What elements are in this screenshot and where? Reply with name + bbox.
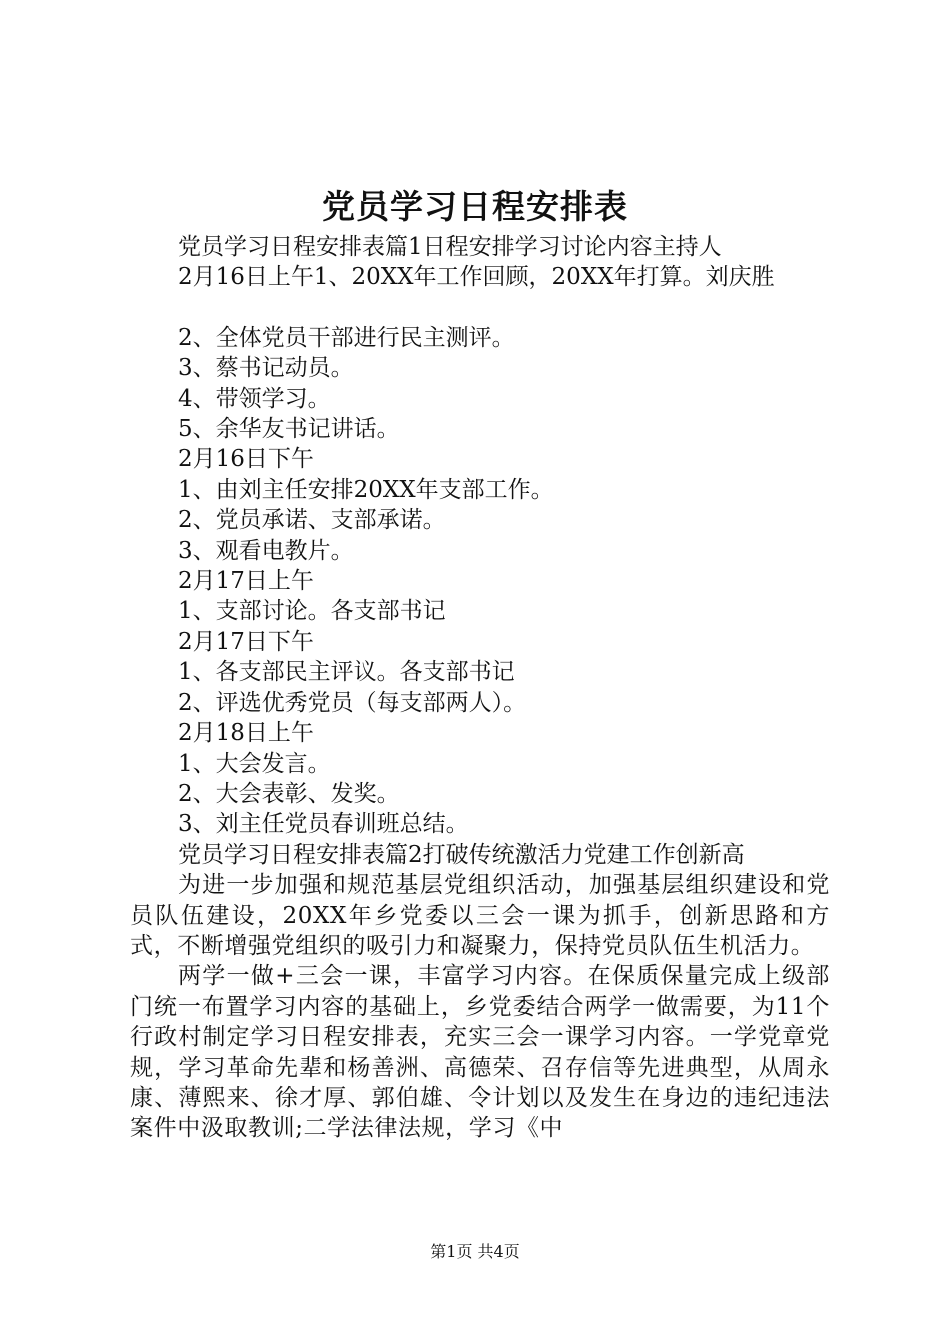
schedule-heading: 2月17日下午 [178, 628, 314, 655]
schedule-heading: 2月17日上午 [178, 568, 314, 595]
text-line: 2、大会表彰、发奖。 [178, 780, 400, 807]
text-line: 3、刘主任党员春训班总结。 [178, 811, 469, 838]
text-line: 2、评选优秀党员（每支部两人）。 [178, 689, 527, 716]
text-line: 2、全体党员干部进行民主测评。 [178, 324, 515, 351]
text-line: 3、蔡书记动员。 [178, 355, 354, 382]
document-title: 党员学习日程安排表 [322, 187, 628, 226]
section-heading: 党员学习日程安排表篇2打破传统激活力党建工作创新高 [178, 841, 745, 868]
text-line: 1、各支部民主评议。各支部书记 [178, 659, 515, 686]
text-line: 5、余华友书记讲话。 [178, 416, 400, 443]
text-line: 1、支部讨论。各支部书记 [178, 598, 446, 625]
document-body [130, 232, 830, 1144]
text-line: 4、带领学习。 [178, 385, 331, 412]
schedule-heading: 2月18日上午 [178, 720, 314, 747]
text-line: 2月16日上午1、20XX年工作回顾，20XX年打算。刘庆胜 [178, 264, 775, 291]
blank-line [130, 293, 830, 323]
text-line: 2、党员承诺、支部承诺。 [178, 507, 446, 534]
text-line: 3、观看电教片。 [178, 537, 354, 564]
schedule-heading: 2月16日下午 [178, 446, 314, 473]
text-line: 1、大会发言。 [178, 750, 331, 777]
page-number-footer: 第1页 共4页 [430, 1242, 520, 1261]
text-line: 党员学习日程安排表篇1日程安排学习讨论内容主持人 [178, 234, 722, 260]
body-paragraph: 为进一步加强和规范基层党组织活动，加强基层组织建设和党员队伍建设，20XX年乡党委以三会一课为抓手，创新思路和方式，不断增强党组织的吸引力和凝聚力，保持党员队伍生机活力。 [130, 872, 830, 959]
body-paragraph: 两学一做+三会一课，丰富学习内容。在保质保量完成上级部门统一布置学习内容的基础上，乡党委结合两学一做需要，为11个行政村制定学习日程安排表，充实三会一课学习内容。一学党章党规，学习革命先辈和杨善洲、高德荣、召存信等先进典型，从周永康、薄熙来、徐才厚、郭伯雄、令计划以及发生在身边的违纪违法案件中汲取教训;二学法律法规，学习《中 [130, 963, 830, 1142]
text-line: 1、由刘主任安排20XX年支部工作。 [178, 476, 554, 503]
